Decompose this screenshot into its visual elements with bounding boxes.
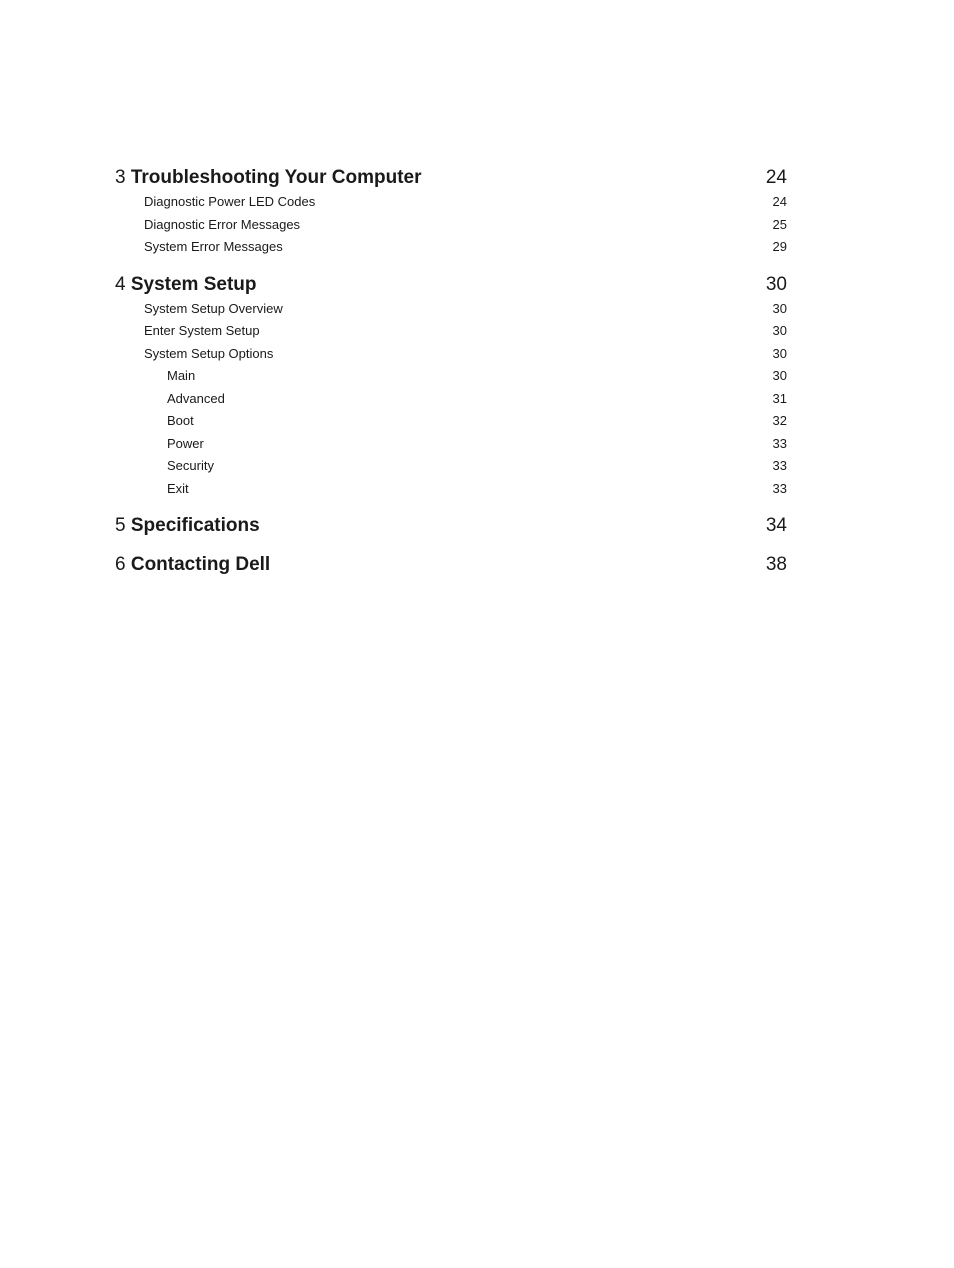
- toc-subsection-advanced[interactable]: [115, 388, 787, 411]
- toc-section-page: 24: [772, 194, 787, 209]
- toc-chapter-6-number: 6: [115, 554, 126, 575]
- toc-subsection-title: Security: [167, 458, 214, 473]
- toc-subsection-page: 33: [772, 435, 787, 451]
- toc-section-page: 29: [772, 239, 787, 254]
- toc-chapter-5-text: Specifications: [130, 515, 260, 536]
- toc-subsection-exit[interactable]: [115, 478, 787, 501]
- toc-subsection-main[interactable]: [115, 365, 787, 388]
- toc-chapter-6-title: [115, 552, 270, 578]
- toc-section-title: System Setup Overview: [144, 300, 283, 316]
- toc-subsection-title: Power: [167, 435, 204, 451]
- toc-chapter-3[interactable]: [115, 165, 787, 191]
- toc-section-system-setup-overview[interactable]: [115, 298, 787, 321]
- toc-section-page: 30: [772, 345, 787, 361]
- toc-section-title: Diagnostic Power LED Codes: [144, 194, 316, 209]
- toc-subsection-page: 30: [772, 368, 787, 383]
- toc-section-system-error-messages[interactable]: [115, 236, 787, 259]
- toc-section-title: Enter System Setup: [144, 323, 260, 338]
- toc-subsection-title: Boot: [167, 413, 194, 428]
- toc-subsection-page: 31: [772, 390, 787, 406]
- toc-section-title: Diagnostic Error Messages: [144, 216, 301, 232]
- toc-chapter-3-text: Troubleshooting Your Computer: [130, 167, 422, 188]
- toc-chapter-4-title: [115, 272, 257, 298]
- toc-section-page: 30: [772, 323, 787, 338]
- toc-subsection-title: Exit: [167, 480, 189, 496]
- toc-chapter-3-number: 3: [115, 167, 126, 188]
- toc-section-diagnostic-power-led-codes[interactable]: [115, 191, 787, 214]
- toc-chapter-4-page: 30: [765, 273, 787, 295]
- toc-chapter-4-text: System Setup: [130, 273, 257, 295]
- toc-section-page: 30: [772, 300, 787, 316]
- toc-chapter-5[interactable]: [115, 513, 787, 539]
- toc-section-title: System Setup Options: [144, 345, 274, 361]
- toc-subsection-security[interactable]: [115, 455, 787, 478]
- toc-chapter-5-page: 34: [765, 515, 787, 536]
- toc-chapter-3-page: 24: [765, 167, 787, 188]
- toc-subsection-page: 32: [772, 413, 787, 428]
- toc-section-system-setup-options[interactable]: [115, 343, 787, 366]
- toc-chapter-4-number: 4: [115, 273, 126, 295]
- toc-chapter-6[interactable]: [115, 552, 787, 578]
- toc-section-page: 25: [772, 216, 787, 232]
- toc-subsection-page: 33: [772, 458, 787, 473]
- toc-subsection-boot[interactable]: [115, 410, 787, 433]
- toc-chapter-5-number: 5: [115, 515, 126, 536]
- toc-chapter-6-text: Contacting Dell: [130, 554, 271, 575]
- toc-subsection-page: 33: [772, 480, 787, 496]
- toc-section-title: System Error Messages: [144, 239, 283, 254]
- table-of-contents: [115, 165, 787, 578]
- toc-chapter-3-title: [115, 165, 421, 191]
- toc-section-diagnostic-error-messages[interactable]: [115, 214, 787, 237]
- toc-chapter-4[interactable]: [115, 272, 787, 298]
- toc-section-enter-system-setup[interactable]: [115, 320, 787, 343]
- toc-chapter-6-page: 38: [765, 554, 787, 575]
- toc-subsection-title: Main: [167, 368, 196, 383]
- toc-subsection-title: Advanced: [167, 390, 225, 406]
- toc-subsection-power[interactable]: [115, 433, 787, 456]
- toc-chapter-5-title: [115, 513, 260, 539]
